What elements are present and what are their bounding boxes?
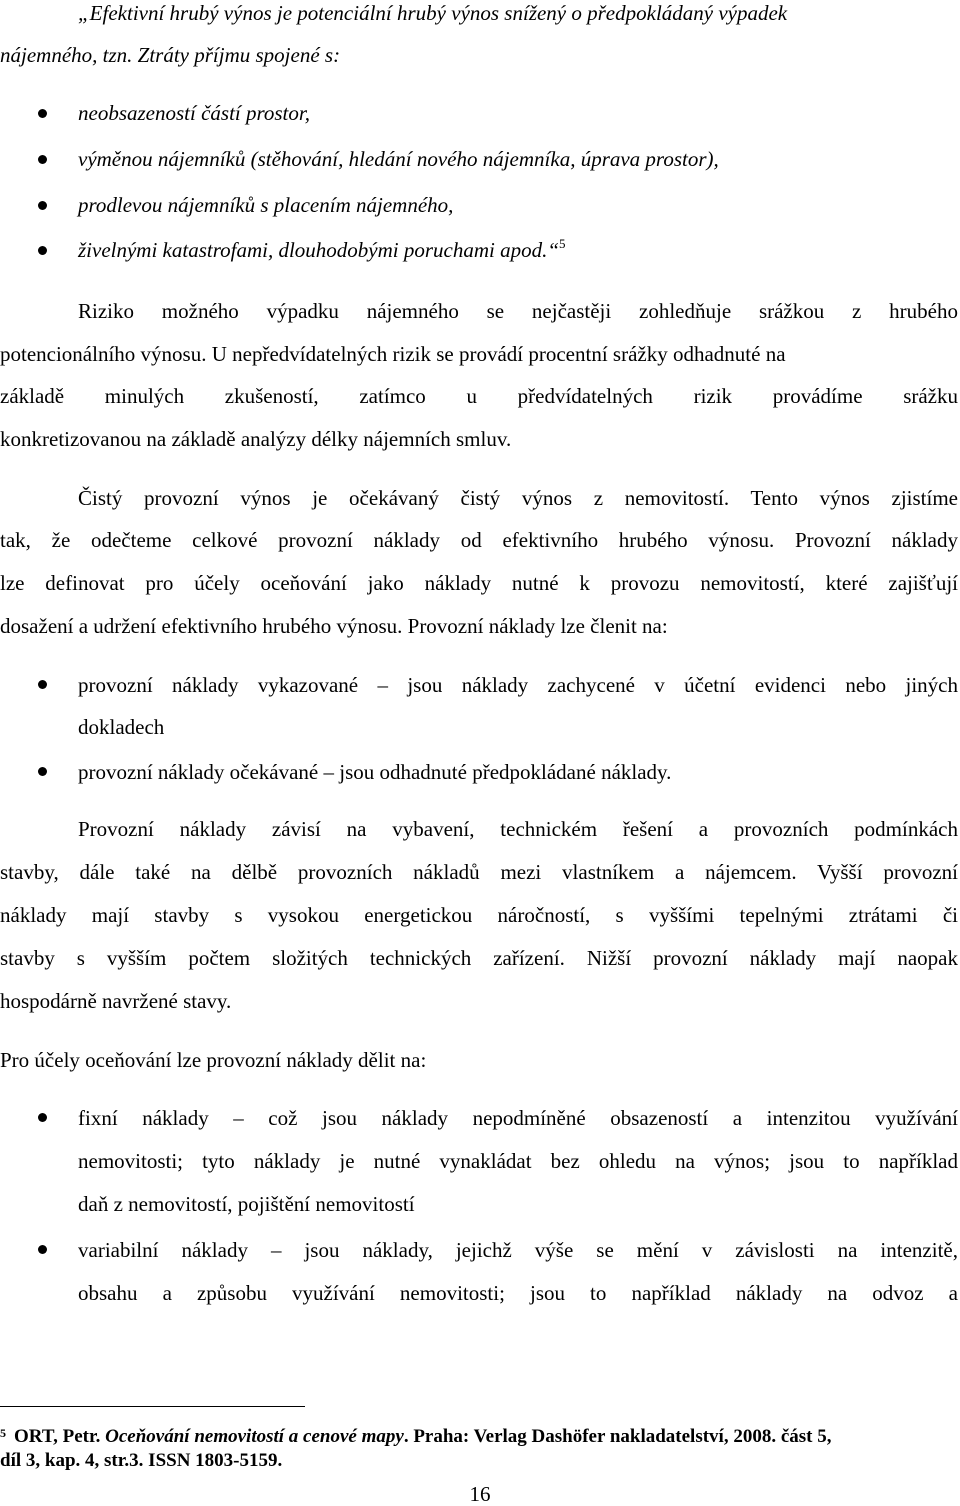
quote-bullet-1: neobsazeností částí prostor, (78, 101, 310, 125)
quote-line-2: nájemného, tzn. Ztráty příjmu spojené s: (0, 43, 341, 67)
para3-line-4: stavby s vyšším počtem složitých technických zařízení. Nižší provozní náklady mají naopak (0, 946, 958, 970)
list2-item1-line-2: nemovitosti; tyto náklady je nutné vynakládat bez ohledu na výnos; jsou to například (78, 1149, 958, 1173)
para1-line-3: základě minulých zkušeností, zatímco u předvídatelných rizik provádíme srážku (0, 384, 958, 408)
footnote-line-1 (0, 1425, 832, 1449)
footnote-line-2: díl 3, kap. 4, str.3. ISSN 1803-5159. (0, 1450, 283, 1471)
footnote-number: 5 (0, 1426, 6, 1440)
quote-line-1: „Efektivní hrubý výnos je potenciální hrubý výnos snížený o předpokládaný výpadek (78, 1, 788, 25)
list1-item1-line-1: provozní náklady vykazované – jsou náklady zachycené v účetní evidenci nebo jiných (78, 673, 958, 697)
footnote-separator (0, 1406, 305, 1407)
footnote-author: ORT, Petr. (14, 1426, 106, 1447)
page-number: 16 (469, 1482, 491, 1506)
quote-bullet-4-text: živelnými katastrofami, dlouhodobými poruchami apod.“ (78, 238, 560, 262)
list2-item1-line-3: daň z nemovitostí, pojištění nemovitostí (78, 1192, 415, 1216)
bullet-dot (38, 109, 47, 118)
footnote-ref: 5 (559, 236, 566, 251)
quote-bullet-3: prodlevou nájemníků s placením nájemného, (78, 193, 454, 217)
para2-line-4: dosažení a udržení efektivního hrubého výnosu. Provozní náklady lze členit na: (0, 614, 668, 638)
bullet-dot (38, 767, 47, 776)
list1-item2-line-1: provozní náklady očekávané – jsou odhadnuté předpokládané náklady. (78, 760, 672, 784)
para4-line-1: Pro účely oceňování lze provozní náklady dělit na: (0, 1048, 427, 1072)
para2-line-1: Čistý provozní výnos je očekávaný čistý výnos z nemovitostí. Tento výnos zjistíme (78, 486, 958, 510)
footnote-publisher: . Praha: Verlag Dashöfer nakladatelství, 2008. část 5, (403, 1426, 832, 1447)
para3-line-1: Provozní náklady závisí na vybavení, technickém řešení a provozních podmínkách (78, 817, 958, 841)
list1-item1-line-2: dokladech (78, 715, 165, 739)
quote-bullet-4 (78, 237, 566, 263)
para1-line-4: konkretizovanou na základě analýzy délky nájemních smluv. (0, 427, 512, 451)
list2-item2-line-2: obsahu a způsobu využívání nemovitosti; jsou to například náklady na odvoz a (78, 1281, 958, 1305)
bullet-dot (38, 1113, 47, 1122)
para1-line-2: potencionálního výnosu. U nepředvídatelných rizik se provádí procentní srážky odhadnuté na (0, 342, 786, 366)
bullet-dot (38, 680, 47, 689)
para3-line-3: náklady mají stavby s vysokou energetickou náročností, s vyššími tepelnými ztrátami či (0, 903, 958, 927)
para2-line-3: lze definovat pro účely oceňování jako náklady nutné k provozu nemovitostí, které zajišťují (0, 571, 958, 595)
footnote-title: Oceňování nemovitostí a cenové mapy (105, 1426, 404, 1447)
bullet-dot (38, 1245, 47, 1254)
para3-line-2: stavby, dále také na dělbě provozních nákladů mezi vlastníkem a nájemcem. Vyšší provozní (0, 860, 958, 884)
para2-line-2: tak, že odečteme celkové provozní náklady od efektivního hrubého výnosu. Provozní náklady (0, 528, 958, 552)
list2-item1-line-1: fixní náklady – což jsou náklady nepodmíněné obsazeností a intenzitou využívání (78, 1106, 958, 1130)
para1-line-1: Riziko možného výpadku nájemného se nejčastěji zohledňuje srážkou z hrubého (78, 299, 958, 323)
list2-item2-line-1: variabilní náklady – jsou náklady, jejichž výše se mění v závislosti na intenzitě, (78, 1238, 958, 1262)
bullet-dot (38, 246, 47, 255)
quote-bullet-2: výměnou nájemníků (stěhování, hledání nového nájemníka, úprava prostor), (78, 147, 719, 171)
bullet-dot (38, 201, 47, 210)
bullet-dot (38, 155, 47, 164)
para3-line-5: hospodárně navržené stavy. (0, 989, 232, 1013)
